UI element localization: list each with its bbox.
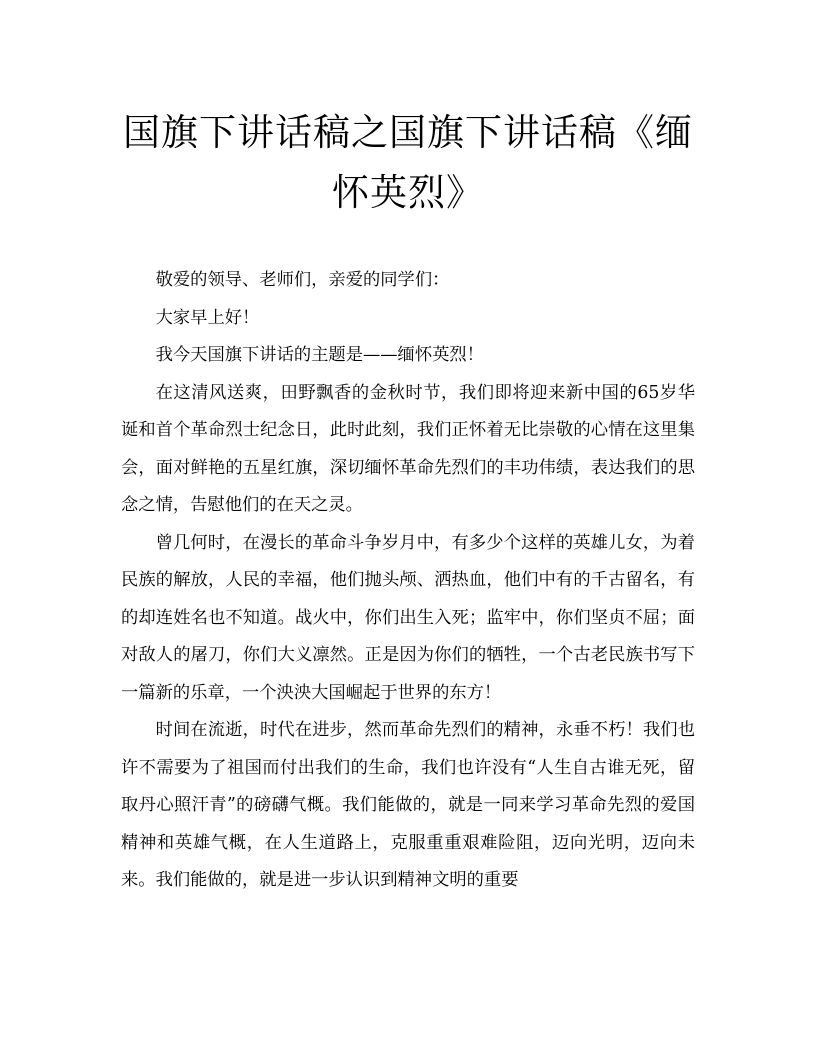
paragraph-good-morning: 大家早上好！: [155, 307, 260, 328]
paragraph-topic: 我今天国旗下讲话的主题是——缅怀英烈！: [155, 345, 484, 365]
paragraph-greeting: 敬爱的领导、老师们，亲爱的同学们：: [155, 270, 450, 290]
paragraph-spirit: 时间在流逝，时代在进步，然而革命先烈们的精神，永垂不朽！我们也许不需要为了祖国而付出我们的生命，我们也许没有“人生自古谁无死，留取丹心照汗青”的磅礴气概。我们能做的，就是一同来学习革命先烈的爱国精神和英雄气概，在人生道路上，克服重重艰难险阻，迈向光明，迈向未来。我们能做的，就是进一步认识到精神文明的重要: [121, 720, 695, 890]
document-title: 国旗下讲话稿之国旗下讲话稿《缅怀英烈》: [123, 111, 693, 214]
document-body: [121, 262, 695, 900]
paragraph-autumn: 在这清风送爽，田野飘香的金秋时节，我们即将迎来新中国的65岁华诞和首个革命烈士纪念日，此时此刻，我们正怀着无比崇敬的心情在这里集会，面对鲜艳的五星红旗，深切缅怀革命先烈们的丰功伟绩，表达我们的思念之情，告慰他们的在天之灵。: [121, 382, 695, 515]
paragraph-history: 曾几何时，在漫长的革命斗争岁月中，有多少个这样的英雄儿女，为着民族的解放，人民的幸福，他们抛头颅、洒热血，他们中有的千古留名，有的却连姓名也不知道。战火中，你们出生入死；监牢中，你们坚贞不屈；面对敌人的屠刀，你们大义凛然。正是因为你们的牺牲，一个古老民族书写下一篇新的乐章，一个泱泱大国崛起于世界的东方！: [121, 532, 695, 703]
